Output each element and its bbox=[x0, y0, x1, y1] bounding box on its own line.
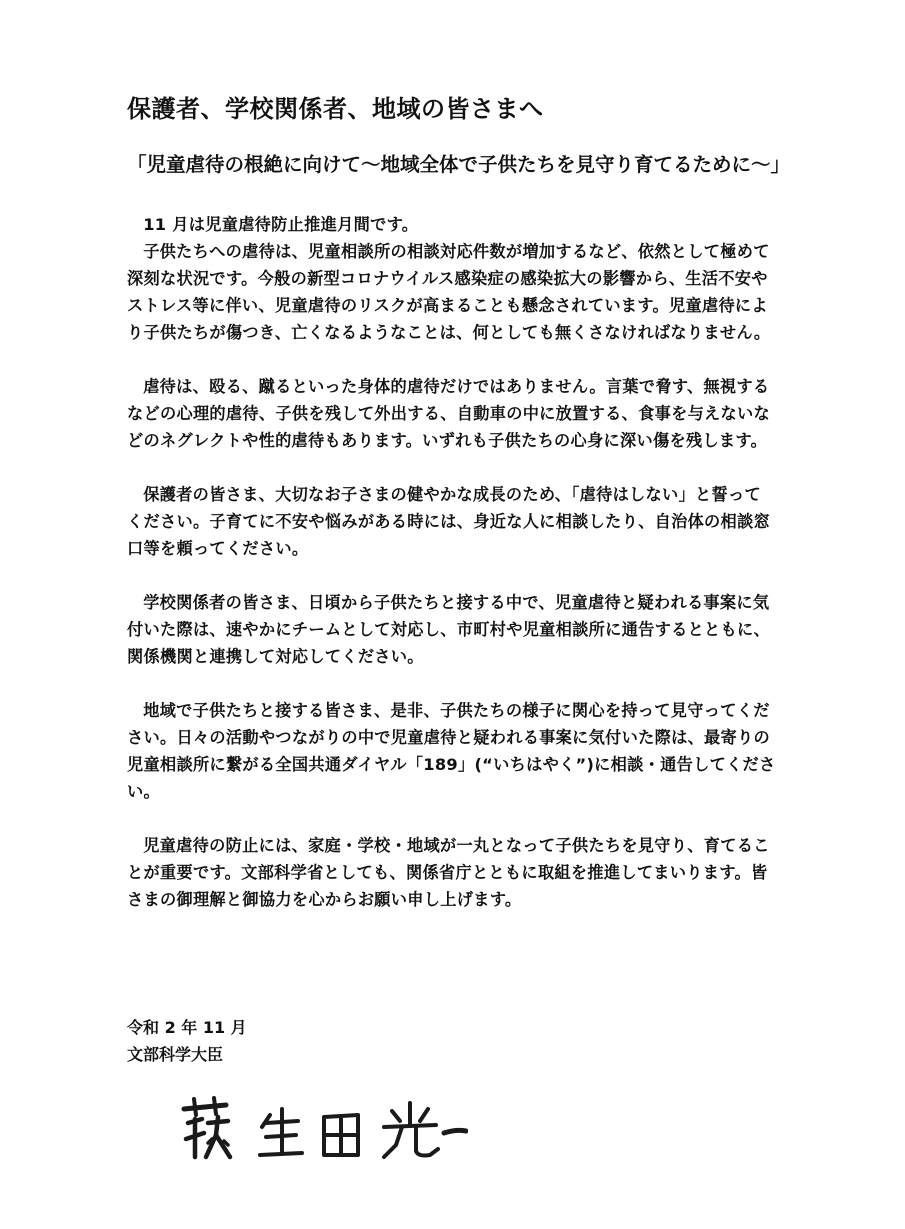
document-title: 保護者、学校関係者、地域の皆さまへ bbox=[127, 95, 544, 123]
paragraph-abuse-types: 虐待は、殴る、蹴るといった身体的虐待だけではありません。言葉で脅す、無視するなどの心理的虐待、子供を残して外出する、自動車の中に放置する、食事を与えないなどのネグレクトや性的虐待もあります。いずれも子供たちの心身に深い傷を残します。 bbox=[127, 377, 771, 450]
sender-title: 文部科学大臣 bbox=[127, 1045, 224, 1064]
document-body bbox=[127, 211, 777, 913]
paragraph-school: 学校関係者の皆さま、日頃から子供たちと接する中で、児童虐待と疑われる事案に気付いた際は、速やかにチームとして対応し、市町村や児童相談所に通告するとともに、関係機関と連携して対応してください。 bbox=[127, 593, 771, 666]
handwritten-signature bbox=[178, 1095, 468, 1165]
paragraph-intro: 11 月は児童虐待防止推進月間です。 bbox=[143, 215, 419, 234]
paragraph-guardians: 保護者の皆さま、大切なお子さまの健やかな成長のため、「虐待はしない」と誓ってください。子育てに不安や悩みがある時には、身近な人に相談したり、自治体の相談窓口等を頼ってください。 bbox=[127, 485, 771, 558]
document-date: 令和 2 年 11 月 bbox=[127, 1018, 247, 1037]
paragraph-closing: 児童虐待の防止には、家庭・学校・地域が一丸となって子供たちを見守り、育てることが重要です。文部科学省としても、関係省庁とともに取組を推進してまいります。皆さまの御理解と御協力を心からお願い申し上げます。 bbox=[127, 836, 770, 909]
document-subtitle: 「児童虐待の根絶に向けて～地域全体で子供たちを見守り育てるために～」 bbox=[127, 153, 791, 176]
paragraph-community: 地域で子供たちと接する皆さま、是非、子供たちの様子に関心を持って見守ってください。日々の活動やつながりの中で児童虐待と疑われる事案に気付いた際は、最寄りの児童相談所に繋がる全国共通ダイヤル「189」(“いちはやく”)に相談・通告してください。 bbox=[127, 701, 776, 801]
paragraph-situation: 子供たちへの虐待は、児童相談所の相談対応件数が増加するなど、依然として極めて深刻な状況です。今般の新型コロナウイルス感染症の感染拡大の影響から、生活不安やストレス等に伴い、児童虐待のリスクが高まることも懸念されています。児童虐待により子供たちが傷つき、亡くなるようなことは、何としても無くさなければなりません。 bbox=[127, 242, 771, 342]
signoff-block bbox=[127, 1014, 247, 1068]
